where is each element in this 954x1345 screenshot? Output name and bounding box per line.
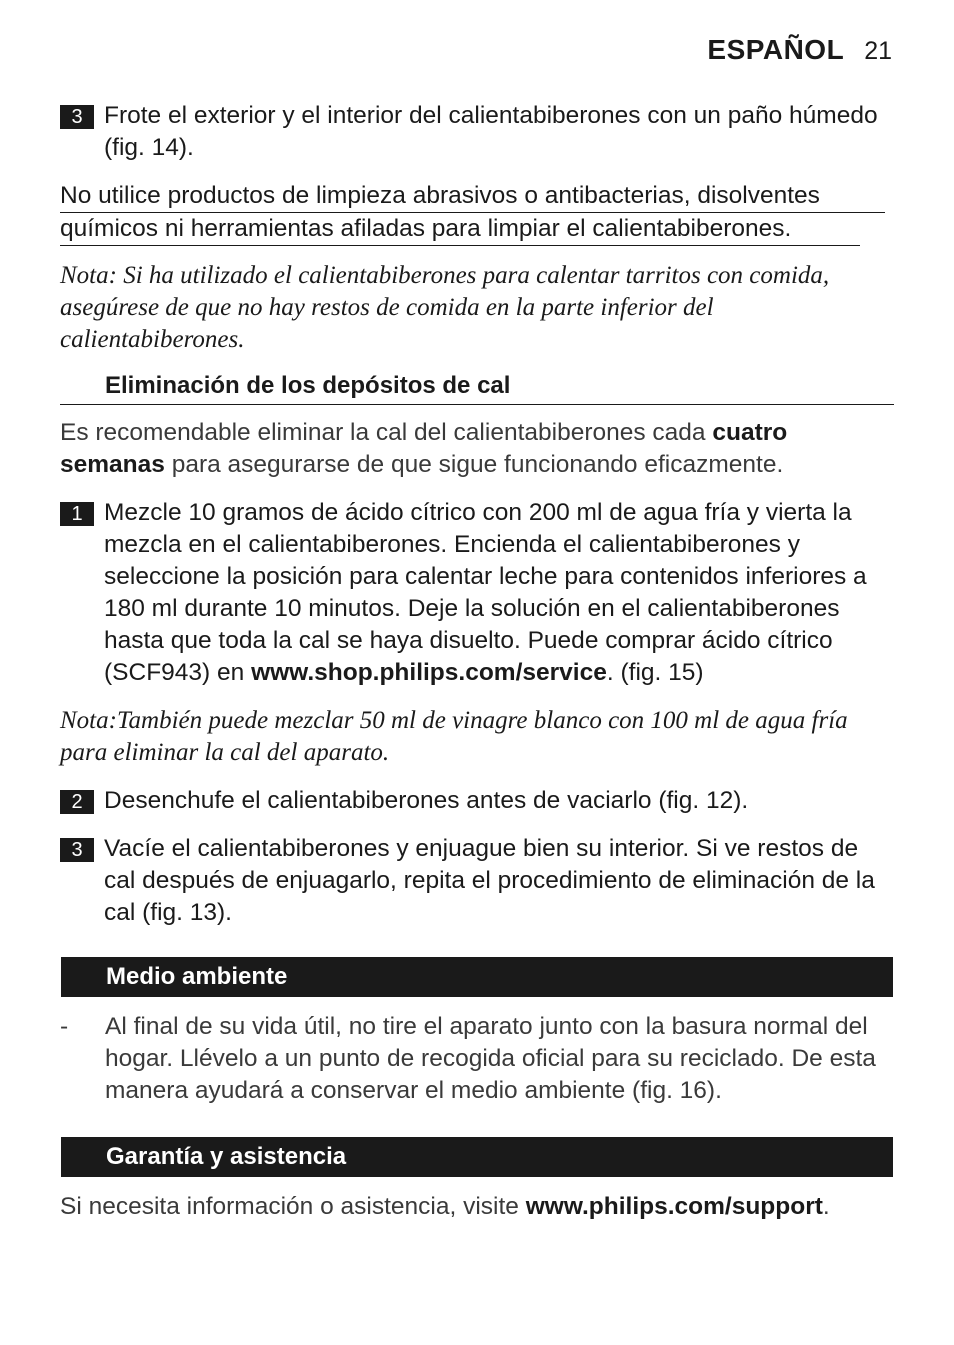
section-heading-descaling: Eliminación de los depósitos de cal xyxy=(60,372,894,405)
section-heading-warranty: Garantía y asistencia xyxy=(61,1137,893,1177)
step-1-body: Mezcle 10 gramos de ácido cítrico con 200 ml de agua fría y vierta la mezcla en el calientabiberones. Encienda el calientabiberones y seleccione la posición para calentar leche para contenidos inferiores a 180 ml durante 10 minutos. Deje la solución en el calientabiberones hasta que toda la cal se haya disuelto. Puede comprar ácido cítrico (SCF943) en xyxy=(104,499,867,686)
step-text xyxy=(104,497,894,689)
step-1-suffix: . (fig. 15) xyxy=(606,659,704,686)
support-link[interactable]: www.philips.com/support xyxy=(525,1193,823,1220)
warning-line-1: No utilice productos de limpieza abrasivos o antibacterias, disolventes xyxy=(60,180,885,213)
step-text: Desenchufe el calientabiberones antes de vaciarlo (fig. 12). xyxy=(104,787,749,814)
warranty-text xyxy=(60,1191,894,1223)
list-dash: - xyxy=(60,1013,69,1040)
warning-line-2: químicos ni herramientas afiladas para limpiar el calientabiberones. xyxy=(60,213,860,246)
shop-link[interactable]: www.shop.philips.com/service xyxy=(251,659,607,686)
step-3-cleaning xyxy=(60,100,894,164)
step-2-unplug xyxy=(60,785,894,817)
step-3-rinse xyxy=(60,833,894,929)
step-1-descaling xyxy=(60,497,894,689)
page-content xyxy=(60,100,894,1223)
step-number-badge: 3 xyxy=(60,838,94,862)
warranty-text-pre: Si necesita información o asistencia, visite xyxy=(60,1193,526,1220)
page-number: 21 xyxy=(864,37,892,65)
environment-text: Al final de su vida útil, no tire el aparato junto con la basura normal del hogar. Llévelo a un punto de recogida oficial para su reciclado. De esta manera ayudará a conservar el medio ambiente (fig. 16). xyxy=(105,1013,876,1104)
step-text: Vacíe el calientabiberones y enjuague bien su interior. Si ve restos de cal después de enjuagarlo, repita el procedimiento de eliminación de la cal (fig. 13). xyxy=(104,835,875,926)
warranty-text-post: . xyxy=(822,1193,830,1220)
step-number-badge: 1 xyxy=(60,502,94,526)
cleaning-warning xyxy=(60,180,885,246)
language-label: ESPAÑOL xyxy=(707,34,845,65)
descaling-intro xyxy=(60,417,894,481)
descaling-intro-pre: Es recomendable eliminar la cal del calientabiberones cada xyxy=(60,419,713,446)
descaling-interval: cuatro semanas xyxy=(60,419,788,478)
step-text: Frote el exterior y el interior del calientabiberones con un paño húmedo (fig. 14). xyxy=(104,102,878,161)
step-number-badge: 3 xyxy=(60,105,94,129)
step-number-badge: 2 xyxy=(60,790,94,814)
descaling-intro-post: para asegurarse de que sigue funcionando eficazmente. xyxy=(164,451,784,478)
environment-item xyxy=(60,1011,894,1107)
section-heading-environment: Medio ambiente xyxy=(61,957,893,997)
page-header xyxy=(707,34,892,66)
note-food-residue: Nota: Si ha utilizado el calientabiberones para calentar tarritos con comida, asegúrese de que no hay restos de comida en la parte inferior del calientabiberones. xyxy=(60,262,830,353)
note-vinegar: Nota:También puede mezclar 50 ml de vinagre blanco con 100 ml de agua fría para eliminar la cal del aparato. xyxy=(60,707,848,766)
